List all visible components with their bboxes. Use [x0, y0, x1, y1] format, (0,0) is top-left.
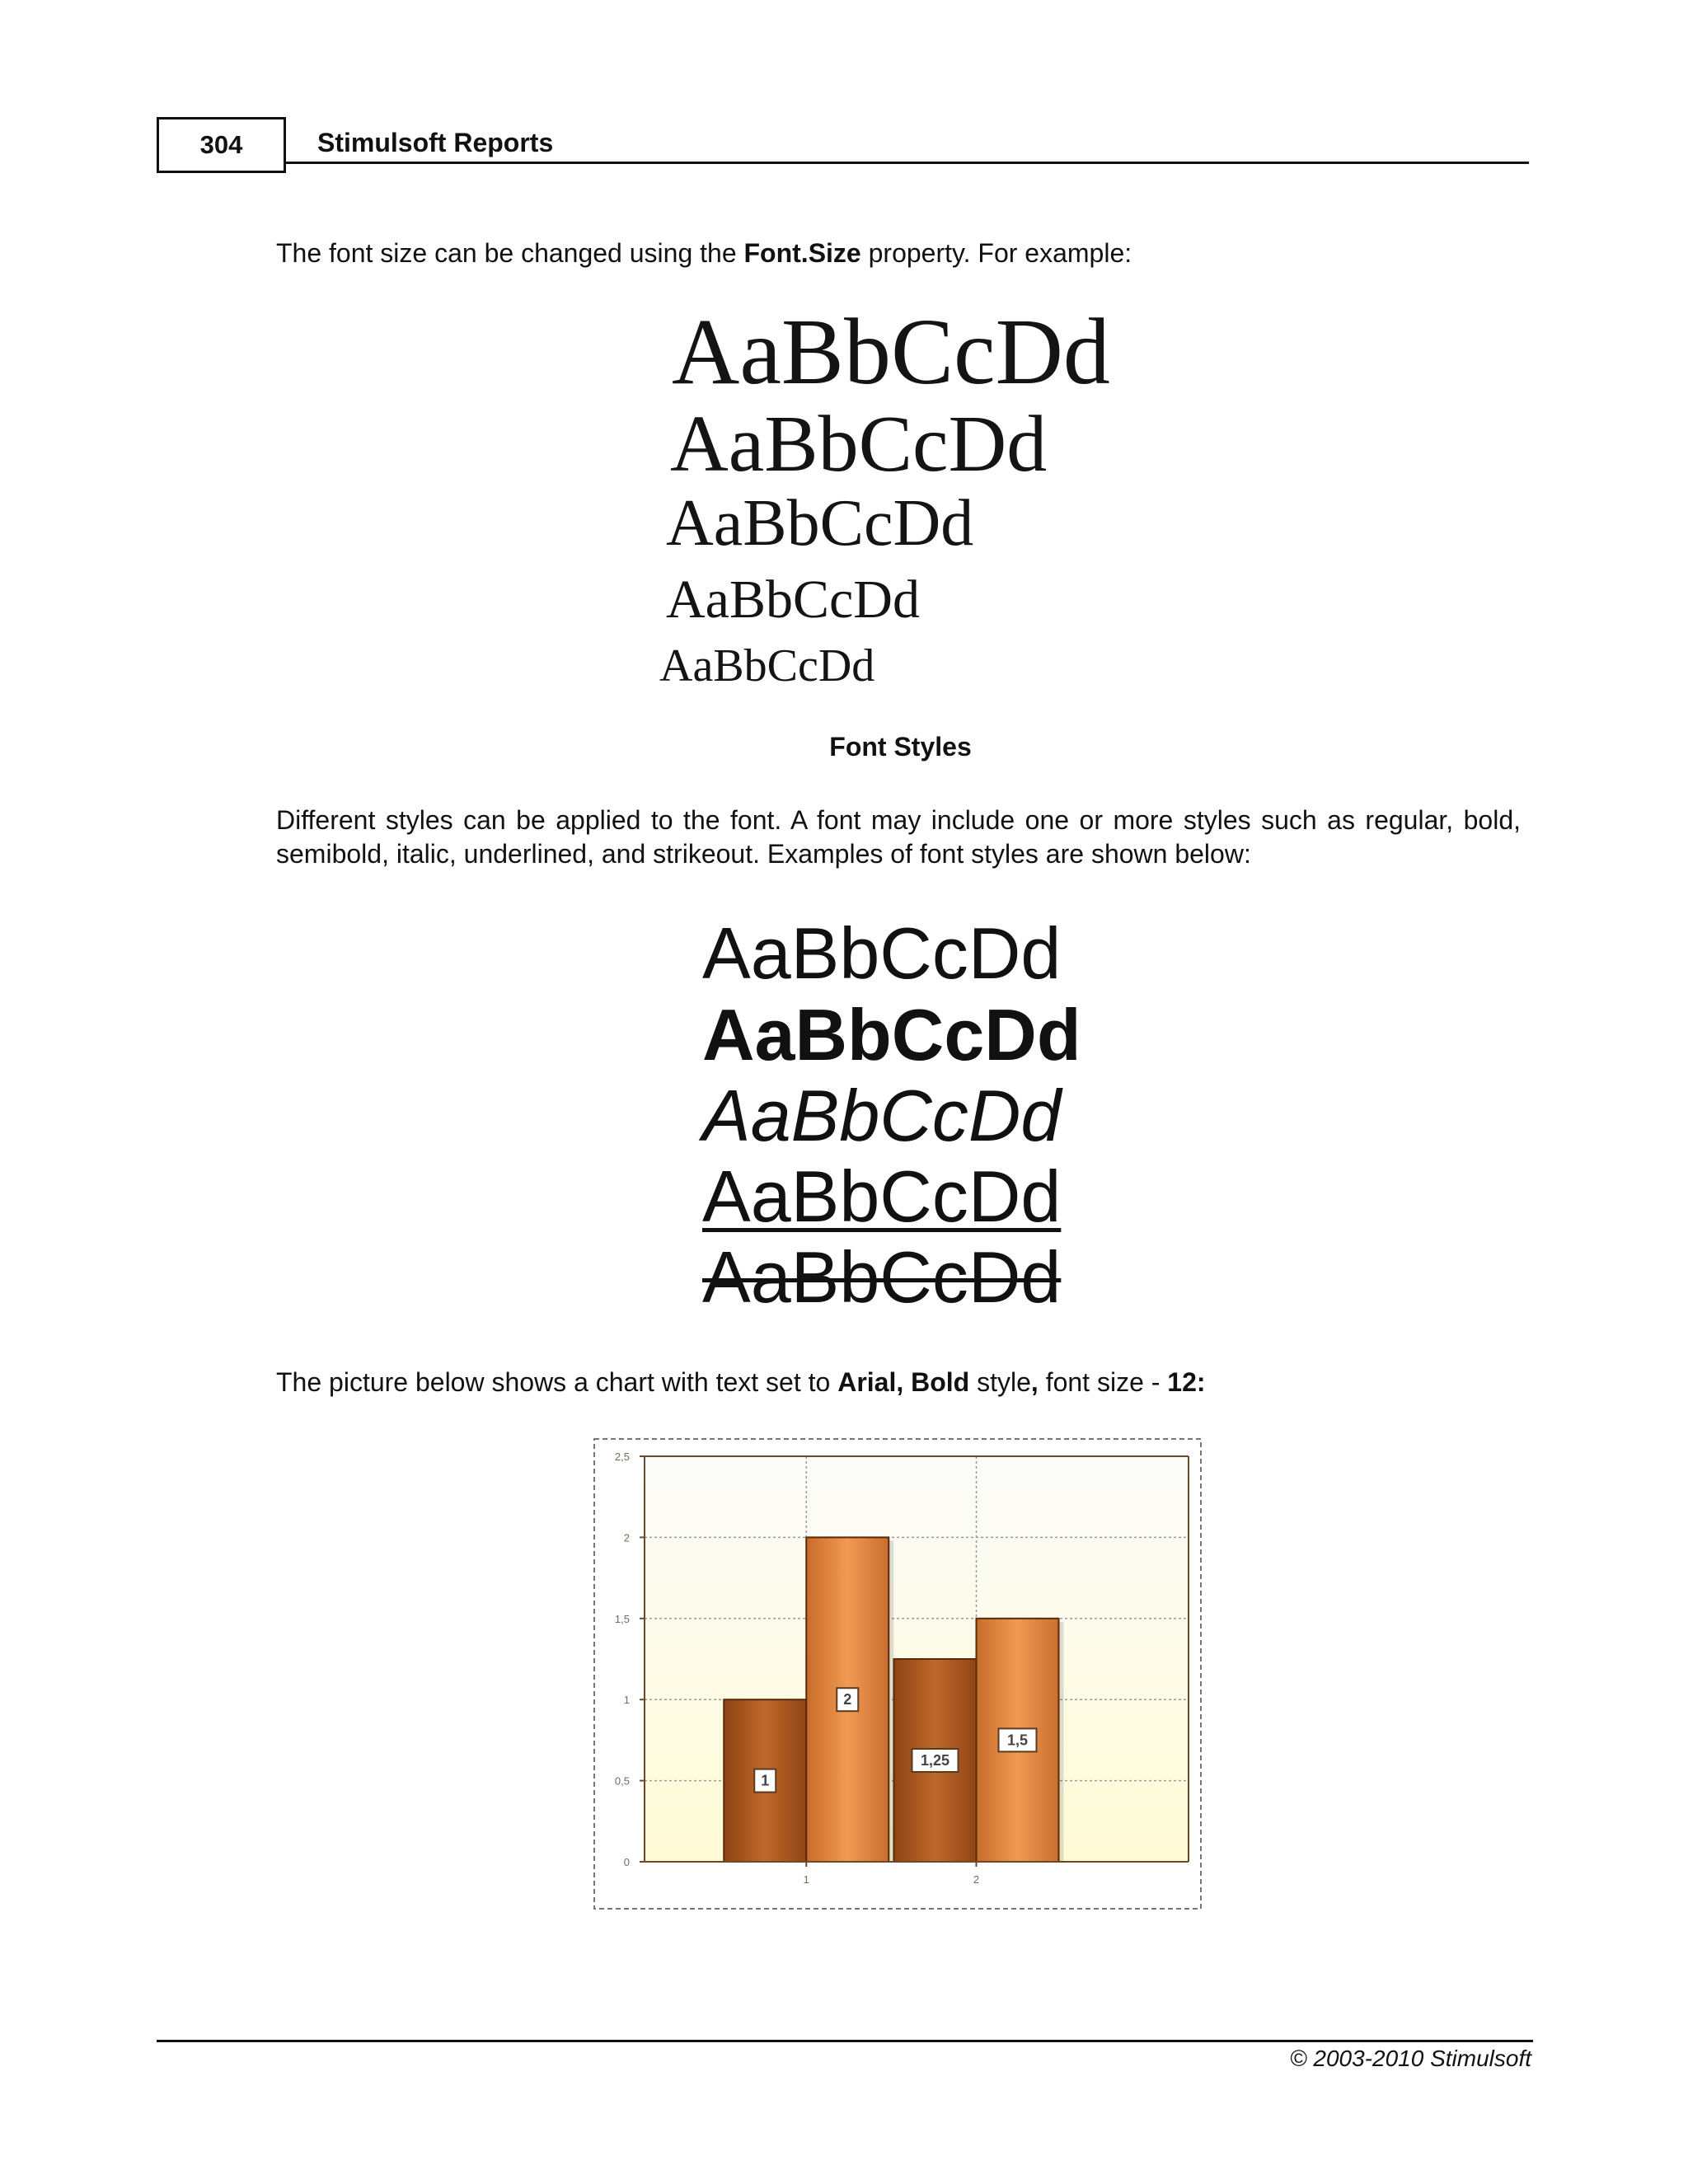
- chart-caption-text-1: The picture below shows a chart with text set to: [276, 1367, 838, 1397]
- y-tick-label: 1,5: [614, 1612, 630, 1625]
- data-label: 1,25: [920, 1752, 950, 1769]
- size-sample-4: AaBbCcDd: [666, 569, 920, 630]
- chart-caption-comma: ,: [1030, 1367, 1039, 1397]
- chart-caption-size: 12:: [1167, 1367, 1206, 1397]
- header-title: Stimulsoft Reports: [317, 128, 554, 157]
- section-heading-font-styles: Font Styles: [829, 732, 972, 762]
- data-label: 1,5: [1006, 1732, 1029, 1749]
- data-label: 2: [843, 1691, 852, 1708]
- styles-paragraph: Different styles can be applied to the font. A font may include one or more styles such as regular, bold, semibold, italic, underlined, and strikeout. Examples of font styles are shown below:: [276, 805, 1521, 869]
- style-sample-bold: AaBbCcDd: [702, 994, 1081, 1076]
- y-tick-label: 2: [623, 1531, 630, 1544]
- intro-paragraph: [276, 237, 1521, 270]
- x-tick-label: 1: [803, 1873, 809, 1886]
- header-divider: [286, 162, 1529, 164]
- footer-divider: [157, 2040, 1533, 2042]
- y-tick-label: 0,5: [614, 1774, 630, 1788]
- intro-text-before: The font size can be changed using the: [276, 238, 744, 268]
- bar-chart: [593, 1438, 1202, 1910]
- footer-copyright: © 2003-2010 Stimulsoft: [1289, 2046, 1531, 2071]
- chart-caption-text-3: font size -: [1038, 1367, 1168, 1397]
- page-number: 304: [157, 117, 286, 173]
- chart-caption-text-2: style: [969, 1367, 1031, 1397]
- y-tick-label: 1: [623, 1694, 630, 1707]
- chart-caption: [276, 1366, 1521, 1399]
- data-label: 1: [761, 1772, 770, 1789]
- font-size-property: Font.Size: [743, 238, 861, 268]
- intro-text-after: property. For example:: [860, 238, 1132, 268]
- chart-caption-font: Arial, Bold: [837, 1367, 970, 1397]
- style-sample-italic: AaBbCcDd: [702, 1075, 1062, 1156]
- style-sample-strikeout: AaBbCcDd: [702, 1236, 1062, 1318]
- size-sample-1: AaBbCcDd: [672, 299, 1110, 404]
- style-sample-regular: AaBbCcDd: [702, 912, 1062, 994]
- y-tick-label: 0: [623, 1856, 630, 1868]
- size-sample-5: AaBbCcDd: [659, 640, 875, 691]
- size-sample-2: AaBbCcDd: [670, 400, 1048, 489]
- style-sample-underline: AaBbCcDd: [702, 1155, 1062, 1237]
- x-tick-label: 2: [973, 1873, 980, 1886]
- y-tick-label: 2,5: [614, 1451, 630, 1463]
- size-sample-3: AaBbCcDd: [666, 487, 974, 560]
